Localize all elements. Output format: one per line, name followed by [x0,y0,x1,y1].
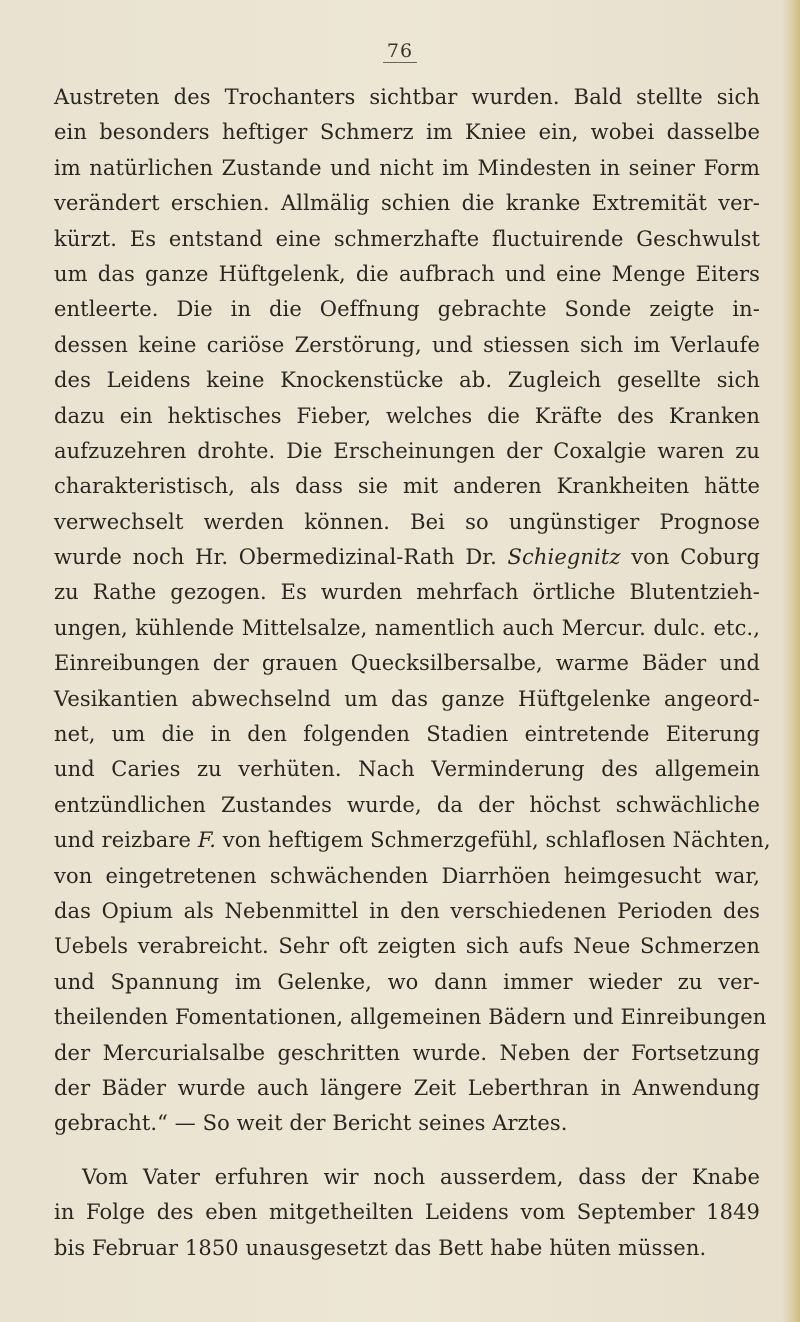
text-segment: Vom Vater erfuhren wir noch ausserdem, dass der Knabe [82,1164,760,1189]
text-line [54,80,760,115]
text-segment: und reizbare [54,828,198,853]
text-segment: verwechselt werden können. Bei so ungünstiger Prognose [54,509,760,534]
text-segment: kürzt. Es entstand eine schmerzhafte fluctuirende Geschwulst [54,226,760,251]
text-segment: Austreten des Trochanters sichtbar wurden. Bald stellte sich [54,85,760,109]
body-text [54,80,771,1266]
text-line [54,257,760,292]
text-segment: im natürlichen Zustande und nicht im Mindesten in seiner Form [54,155,760,180]
text-segment: zu Rathe gezogen. Es wurden mehrfach örtliche Blutentzieh- [54,580,760,605]
text-segment: theilenden Fomentationen, allgemeinen Bädern und Einreibungen [54,1005,767,1030]
text-line [54,328,760,363]
text-segment: um das ganze Hüftgelenk, die aufbrach und eine Menge Eiters [54,261,760,286]
text-segment: Vesikantien abwechselnd um das ganze Hüftgelenke angeord- [54,686,760,711]
text-line [54,1106,760,1141]
text-line [54,1036,760,1071]
text-line [54,505,760,540]
text-line [54,646,760,681]
text-segment: charakteristisch, als dass sie mit anderen Krankheiten hätte [54,474,760,499]
text-line [54,611,760,646]
text-line [54,823,771,858]
text-line [54,1160,760,1195]
text-segment: entleerte. Die in die Oeffnung gebrachte Sonde zeigte in- [54,297,760,322]
text-segment: entzündlichen Zustandes wurde, da der höchst schwächliche [54,792,760,817]
text-line [54,1195,760,1230]
text-line [54,1231,760,1266]
text-line [54,469,760,504]
text-segment: bis Februar 1850 unausgesetzt das Bett habe hüten müssen. [54,1235,707,1260]
text-line [54,1000,767,1035]
paragraph [54,80,771,1142]
italic-text: F. [197,828,217,853]
text-line [54,292,760,327]
page-number-text: 76 [383,40,417,63]
text-segment: net, um die in den folgenden Stadien eintretende Eiterung [54,722,760,747]
text-segment: Einreibungen der grauen Quecksilbersalbe, warme Bäder und [54,651,760,676]
text-line [54,434,760,469]
text-segment: der Bäder wurde auch längere Zeit Leberthran in Anwendung [54,1075,760,1100]
text-segment: des Leidens keine Knockenstücke ab. Zugleich gesellte sich [54,368,760,393]
page-edge-shadow [782,0,800,1322]
text-line [54,929,760,964]
text-segment: verändert erschien. Allmälig schien die kranke Extremität ver- [54,191,760,216]
text-line [54,682,760,717]
text-segment: von Coburg [620,545,760,570]
text-line [54,965,760,1000]
text-line [54,399,760,434]
text-line [54,859,760,894]
text-segment: und Spannung im Gelenke, wo dann immer wieder zu ver- [54,969,760,994]
paragraph [54,1160,760,1266]
text-line [54,222,760,257]
text-segment: in Folge des eben mitgetheilten Leidens vom September 1849 [54,1200,760,1225]
text-line [54,717,760,752]
text-segment: das Opium als Nebenmittel in den verschiedenen Perioden des [54,898,760,923]
text-line [54,752,760,787]
text-line [54,540,760,575]
text-segment: Uebels verabreicht. Sehr oft zeigten sich aufs Neue Schmerzen [54,934,760,959]
text-segment: der Mercurialsalbe geschritten wurde. Neben der Fortsetzung [54,1040,760,1065]
text-segment: ungen, kühlende Mittelsalze, namentlich auch Mercur. dulc. etc., [54,615,760,640]
text-segment: aufzuzehren drohte. Die Erscheinungen der Coxalgie waren zu [54,438,760,463]
text-segment: dessen keine cariöse Zerstörung, und stiessen sich im Verlaufe [54,332,760,357]
text-segment: ein besonders heftiger Schmerz im Kniee ein, wobei dasselbe [54,120,760,145]
text-segment: gebracht.“ — So weit der Bericht seines Arztes. [54,1111,568,1136]
text-line [54,575,760,610]
text-segment: von eingetretenen schwächenden Diarrhöen heimgesucht war, [54,863,760,888]
text-line [54,115,760,150]
text-line [54,894,760,929]
text-segment: und Caries zu verhüten. Nach Verminderung des allgemein [54,757,760,782]
text-line [54,788,760,823]
text-line [54,363,760,398]
text-segment: dazu ein hektisches Fieber, welches die Kräfte des Kranken [54,403,760,428]
italic-text: Schiegnitz [507,545,621,570]
text-segment: von heftigem Schmerzgefühl, schlaflosen Nächten, [216,828,771,853]
text-segment: wurde noch Hr. Obermedizinal-Rath Dr. [54,545,508,570]
page-number [0,40,800,63]
paragraph-gap [54,1142,760,1160]
text-line [54,151,760,186]
text-line [54,1071,760,1106]
text-line [54,186,760,221]
